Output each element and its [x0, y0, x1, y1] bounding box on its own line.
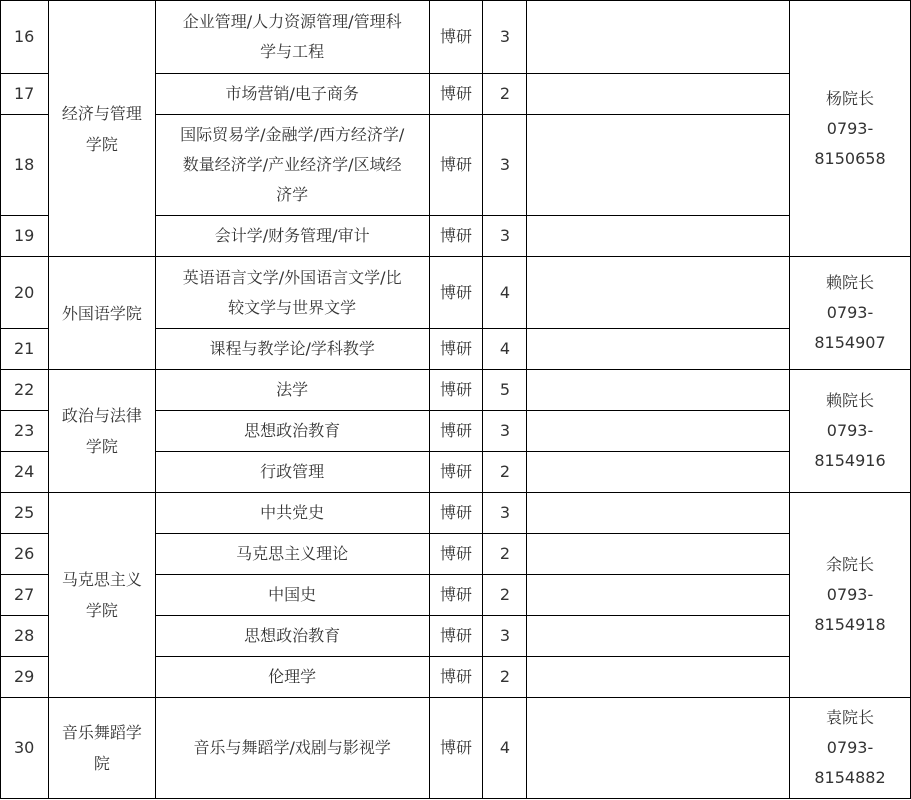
empty-cell: [527, 657, 790, 698]
recruit-count: 2: [483, 657, 527, 698]
recruit-count: 3: [483, 493, 527, 534]
major-name: 英语语言文学/外国语言文学/比 较文学与世界文学: [155, 257, 429, 329]
recruit-count: 3: [483, 115, 527, 216]
recruit-count: 4: [483, 698, 527, 799]
recruit-count: 5: [483, 370, 527, 411]
degree-type: 博研: [429, 657, 483, 698]
row-number: 16: [1, 1, 49, 74]
degree-type: 博研: [429, 329, 483, 370]
major-name: 国际贸易学/金融学/西方经济学/ 数量经济学/产业经济学/区域经 济学: [155, 115, 429, 216]
degree-type: 博研: [429, 411, 483, 452]
recruit-count: 3: [483, 1, 527, 74]
row-number: 25: [1, 493, 49, 534]
row-number: 26: [1, 534, 49, 575]
row-number: 30: [1, 698, 49, 799]
major-name: 市场营销/电子商务: [155, 74, 429, 115]
major-name: 中国史: [155, 575, 429, 616]
empty-cell: [527, 493, 790, 534]
degree-type: 博研: [429, 1, 483, 74]
major-name: 法学: [155, 370, 429, 411]
major-name: 会计学/财务管理/审计: [155, 216, 429, 257]
contact-info: 赖院长 0793- 8154907: [790, 257, 911, 370]
major-name: 音乐与舞蹈学/戏剧与影视学: [155, 698, 429, 799]
contact-info: 杨院长 0793- 8150658: [790, 1, 911, 257]
recruit-count: 4: [483, 257, 527, 329]
college-name: 马克思主义 学院: [48, 493, 155, 698]
college-name: 音乐舞蹈学 院: [48, 698, 155, 799]
degree-type: 博研: [429, 493, 483, 534]
empty-cell: [527, 616, 790, 657]
recruit-count: 2: [483, 534, 527, 575]
row-number: 20: [1, 257, 49, 329]
major-name: 课程与教学论/学科教学: [155, 329, 429, 370]
degree-type: 博研: [429, 257, 483, 329]
empty-cell: [527, 411, 790, 452]
row-number: 21: [1, 329, 49, 370]
empty-cell: [527, 216, 790, 257]
recruit-count: 4: [483, 329, 527, 370]
contact-info: 袁院长 0793- 8154882: [790, 698, 911, 799]
row-number: 17: [1, 74, 49, 115]
major-name: 企业管理/人力资源管理/管理科 学与工程: [155, 1, 429, 74]
row-number: 27: [1, 575, 49, 616]
college-name: 政治与法律 学院: [48, 370, 155, 493]
degree-type: 博研: [429, 115, 483, 216]
recruit-count: 2: [483, 74, 527, 115]
degree-type: 博研: [429, 74, 483, 115]
major-name: 思想政治教育: [155, 616, 429, 657]
degree-type: 博研: [429, 452, 483, 493]
empty-cell: [527, 115, 790, 216]
row-number: 24: [1, 452, 49, 493]
recruit-count: 2: [483, 575, 527, 616]
row-number: 28: [1, 616, 49, 657]
college-name: 经济与管理 学院: [48, 1, 155, 257]
empty-cell: [527, 698, 790, 799]
row-number: 29: [1, 657, 49, 698]
row-number: 22: [1, 370, 49, 411]
major-name: 行政管理: [155, 452, 429, 493]
major-name: 中共党史: [155, 493, 429, 534]
row-number: 23: [1, 411, 49, 452]
empty-cell: [527, 575, 790, 616]
degree-type: 博研: [429, 216, 483, 257]
table-row: [1, 493, 911, 534]
table-row: [1, 370, 911, 411]
contact-info: 赖院长 0793- 8154916: [790, 370, 911, 493]
empty-cell: [527, 257, 790, 329]
degree-type: 博研: [429, 575, 483, 616]
recruit-count: 3: [483, 216, 527, 257]
table-row: [1, 1, 911, 74]
degree-type: 博研: [429, 698, 483, 799]
major-name: 马克思主义理论: [155, 534, 429, 575]
recruit-count: 3: [483, 411, 527, 452]
empty-cell: [527, 370, 790, 411]
major-name: 伦理学: [155, 657, 429, 698]
empty-cell: [527, 534, 790, 575]
college-name: 外国语学院: [48, 257, 155, 370]
empty-cell: [527, 452, 790, 493]
degree-type: 博研: [429, 616, 483, 657]
recruit-count: 3: [483, 616, 527, 657]
row-number: 18: [1, 115, 49, 216]
table-row: [1, 257, 911, 329]
contact-info: 余院长 0793- 8154918: [790, 493, 911, 698]
degree-type: 博研: [429, 534, 483, 575]
recruit-count: 2: [483, 452, 527, 493]
empty-cell: [527, 329, 790, 370]
empty-cell: [527, 1, 790, 74]
row-number: 19: [1, 216, 49, 257]
degree-type: 博研: [429, 370, 483, 411]
table-row: [1, 698, 911, 799]
major-name: 思想政治教育: [155, 411, 429, 452]
empty-cell: [527, 74, 790, 115]
